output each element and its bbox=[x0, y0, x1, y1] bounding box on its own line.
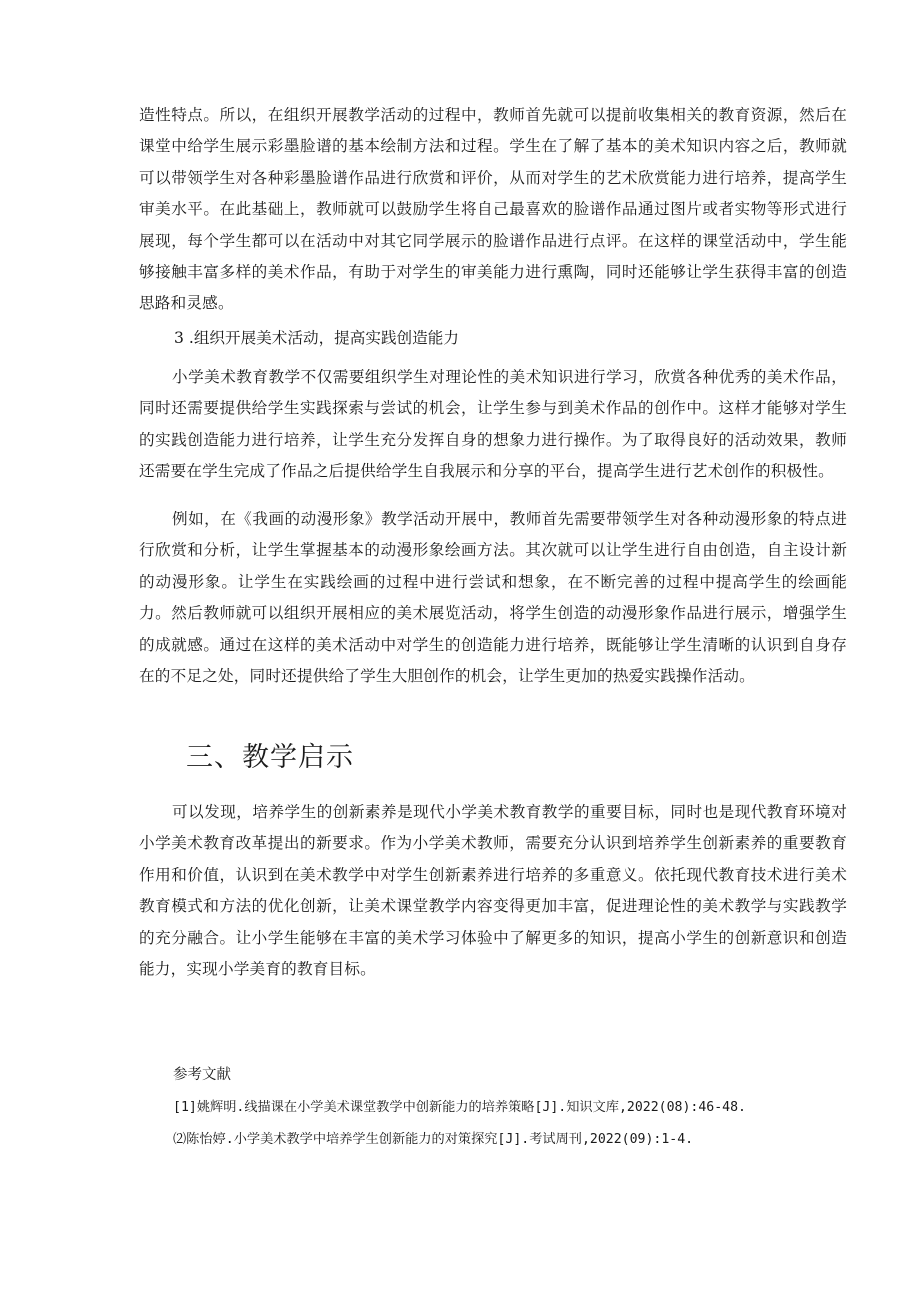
body-paragraph: 造性特点。所以，在组织开展教学活动的过程中，教师首先就可以提前收集相关的教育资源，然后在课堂中给学生展示彩墨脸谱的基本绘制方法和过程。学生在了解了基本的美术知识内容之后，教师就可以带领学生对各种彩墨脸谱作品进行欣赏和评价，从而对学生的艺术欣赏能力进行培养，提高学生审美水平。在此基础上，教师就可以鼓励学生将自己最喜欢的脸谱作品通过图片或者实物等形式进行展现，每个学生都可以在活动中对其它同学展示的脸谱作品进行点评。在这样的课堂活动中，学生能够接触丰富多样的美术作品，有助于对学生的审美能力进行熏陶，同时还能够让学生获得丰富的创造思路和灵感。 bbox=[139, 106, 847, 313]
reference-item: ⑵陈怡婷.小学美术教学中培养学生创新能力的对策探究[J].考试周刊,2022(09):1-4. bbox=[173, 1132, 694, 1147]
body-paragraph: 小学美术教育教学不仅需要组织学生对理论性的美术知识进行学习，欣赏各种优秀的美术作品，同时还需要提供给学生实践探索与尝试的机会，让学生参与到美术作品的创作中。这样才能够对学生的实践创造能力进行培养，让学生充分发挥自身的想象力进行操作。为了取得良好的活动效果，教师还需要在学生完成了作品之后提供给学生自我展示和分享的平台，提高学生进行艺术创作的积极性。 bbox=[139, 368, 847, 481]
section-heading: 三、教学启示 bbox=[186, 742, 354, 773]
body-paragraph: 可以发现，培养学生的创新素养是现代小学美术教育教学的重要目标，同时也是现代教育环境对小学美术教育改革提出的新要求。作为小学美术教师，需要充分认识到培养学生创新素养的重要教育作用和价值，认识到在美术教学中对学生创新素养进行培养的多重意义。依托现代教育技术进行美术教育模式和方法的优化创新，让美术课堂教学内容变得更加丰富，促进理论性的美术教学与实践教学的充分融合。让小学生能够在丰富的美术学习体验中了解更多的知识，提高小学生的创新意识和创造能力，实现小学美育的教育目标。 bbox=[139, 803, 847, 979]
body-paragraph: 例如，在《我画的动漫形象》教学活动开展中，教师首先需要带领学生对各种动漫形象的特点进行欣赏和分析，让学生掌握基本的动漫形象绘画方法。其次就可以让学生进行自由创造，自主设计新的动漫形象。让学生在实践绘画的过程中进行尝试和想象，在不断完善的过程中提高学生的绘画能力。然后教师就可以组织开展相应的美术展览活动，将学生创造的动漫形象作品进行展示，增强学生的成就感。通过在这样的美术活动中对学生的创造能力进行培养，既能够让学生清晰的认识到自身存在的不足之处，同时还提供给了学生大胆创作的机会，让学生更加的热爱实践操作活动。 bbox=[139, 510, 847, 686]
references-title: 参考文献 bbox=[173, 1067, 231, 1083]
subsection-heading: 3 .组织开展美术活动，提高实践创造能力 bbox=[174, 329, 459, 347]
reference-item: [1]姚辉明.线描课在小学美术课堂教学中创新能力的培养策略[J].知识文库,2022(08):46-48. bbox=[173, 1100, 746, 1115]
references-section bbox=[173, 1063, 873, 1161]
